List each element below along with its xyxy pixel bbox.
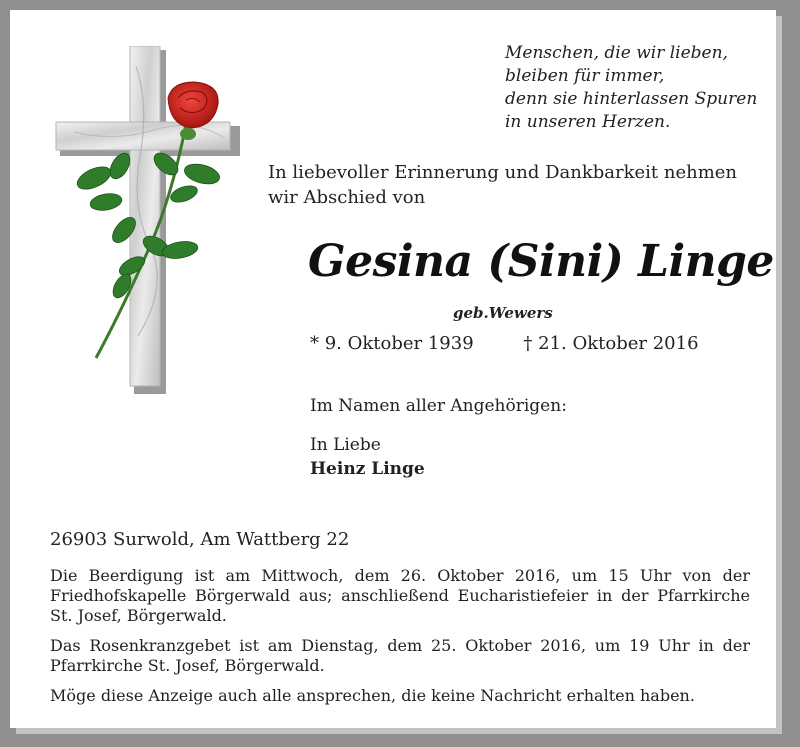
poem-line: denn sie hinterlassen Spuren xyxy=(505,89,758,109)
obituary-card xyxy=(10,10,776,728)
intro-line: In liebevoller Erinnerung und Dankbarkeit nehmen xyxy=(268,162,738,183)
closing-phrase: In Liebe xyxy=(310,435,381,455)
death-date: † 21. Oktober 2016 xyxy=(523,333,699,354)
address: 26903 Surwold, Am Wattberg 22 xyxy=(50,529,350,550)
funeral-notice: Die Beerdigung ist am Mittwoch, dem 26. Oktober 2016, um 15 Uhr von der Friedhofskapelle Börgerwald aus; anschließend Eucharistiefeier in der Pfarrkirche St. Josef, Börgerwald. xyxy=(50,566,750,625)
signature-block xyxy=(310,433,425,481)
poem-line: in unseren Herzen. xyxy=(505,112,671,132)
poem-line: Menschen, die wir lieben, xyxy=(505,43,728,63)
poem-line: bleiben für immer, xyxy=(505,66,665,86)
life-dates xyxy=(310,333,699,354)
deceased-name: Gesina (Sini) Linge xyxy=(308,236,774,287)
closing-notice: Möge diese Anzeige auch alle ansprechen, die keine Nachricht erhalten haben. xyxy=(50,686,695,705)
memorial-poem xyxy=(505,42,757,134)
birth-name: geb.Wewers xyxy=(453,304,553,322)
birth-date: * 9. Oktober 1939 xyxy=(310,333,474,354)
on-behalf-line: Im Namen aller Angehörigen: xyxy=(310,396,567,416)
cross-with-rose-icon xyxy=(54,46,244,398)
intro-line: wir Abschied von xyxy=(268,187,426,208)
rosary-notice: Das Rosenkranzgebet ist am Dienstag, dem 25. Oktober 2016, um 19 Uhr in der Pfarrkirche St. Josef, Börgerwald. xyxy=(50,636,750,675)
signer-name: Heinz Linge xyxy=(310,459,425,479)
farewell-intro xyxy=(268,160,737,210)
